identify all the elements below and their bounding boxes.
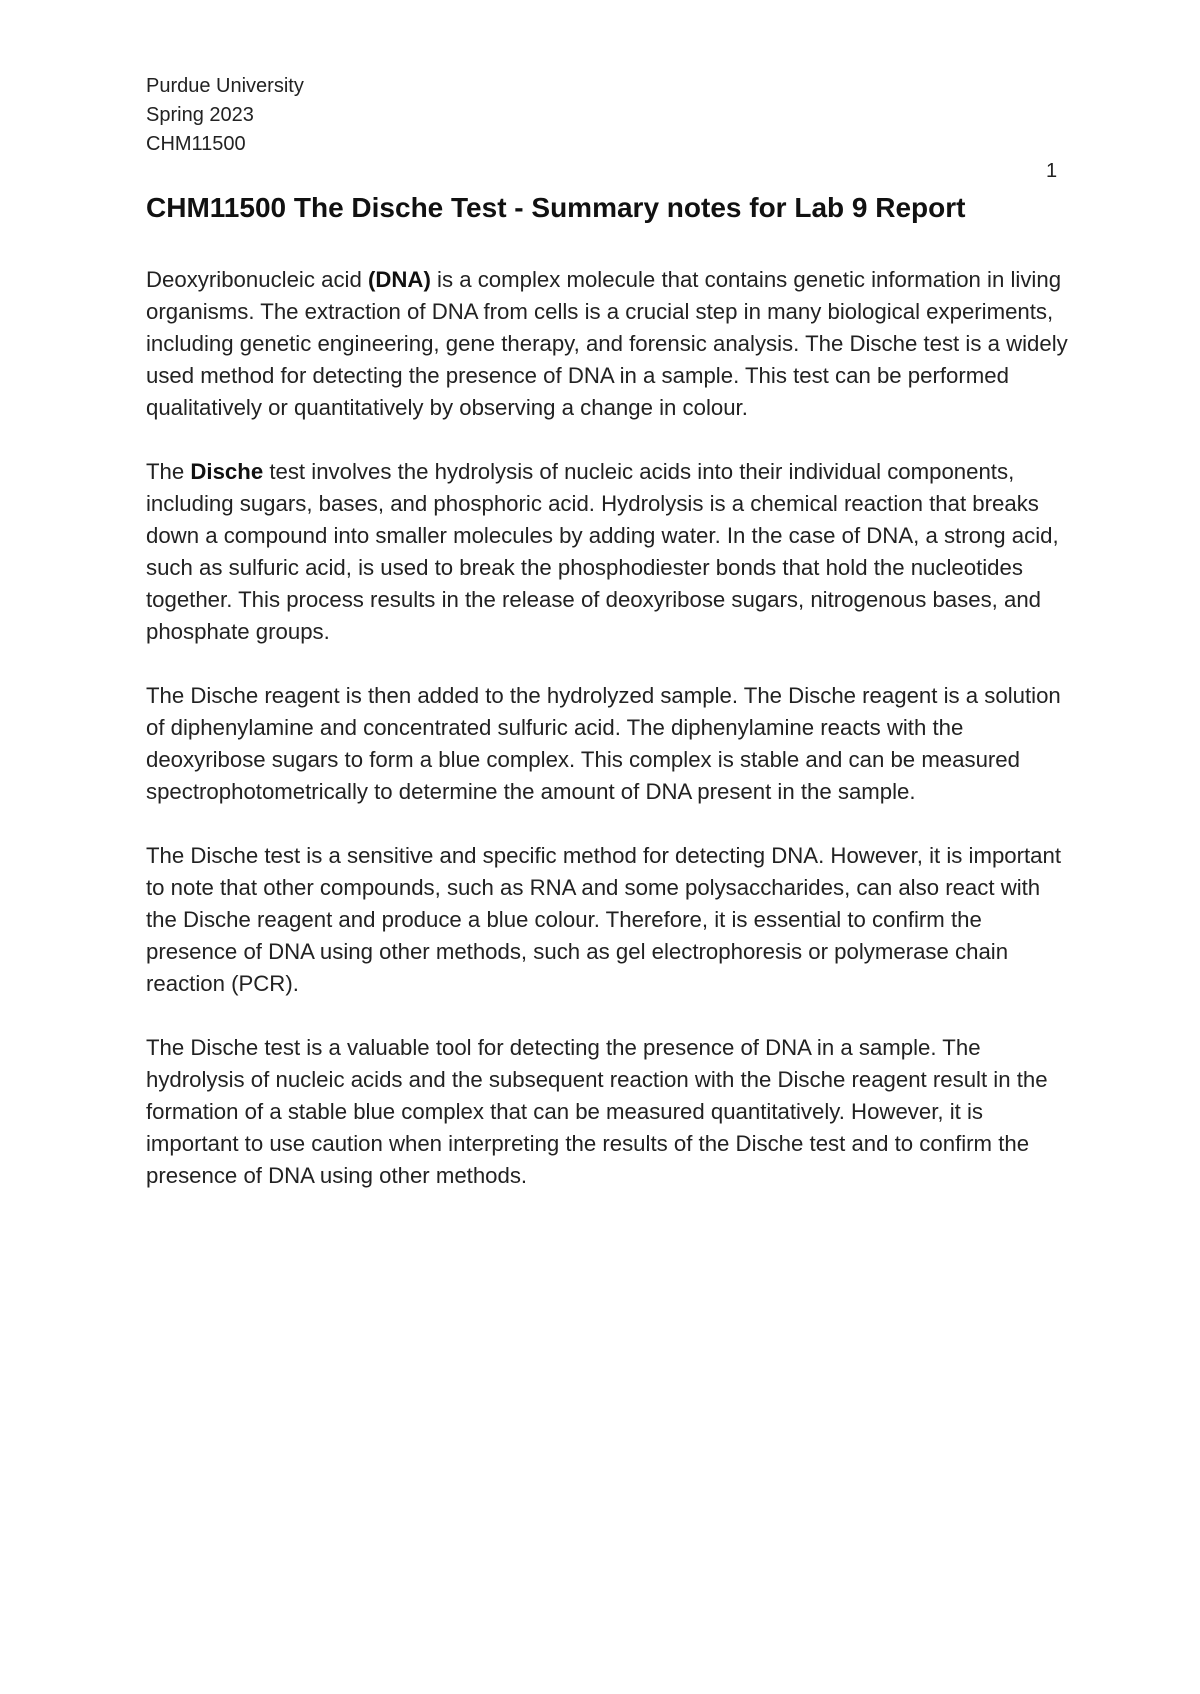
- document-header: [146, 72, 304, 159]
- bold-term-dische: Dische: [190, 459, 264, 484]
- paragraph-text: Deoxyribonucleic acid: [146, 267, 368, 292]
- document-title: CHM11500 The Dische Test - Summary notes for Lab 9 Report: [146, 192, 966, 223]
- paragraph-text: The: [146, 459, 191, 484]
- page-number: 1: [1046, 160, 1058, 182]
- paragraph-specificity: The Dische test is a sensitive and specific method for detecting DNA. However, it is important to note that other compounds, such as RNA and some polysaccharides, can also react with the Dische reagent and produce a blue colour. Therefore, it is essential to confirm the presence of DNA using other methods, such as gel electrophoresis or polymerase chain reaction (PCR).: [146, 843, 1062, 996]
- document-body: [146, 264, 1076, 1224]
- paragraph-text: test involves the hydrolysis of nucleic acids into their individual components, including sugars, bases, and phosphoric acid. Hydrolysis is a chemical reaction that breaks down a compound into smaller molecules by adding water. In the case of DNA, a strong acid, such as sulfuric acid, is used to break the phosphodiester bonds that hold the nucleotides together. This process results in the release of deoxyribose sugars, nitrogenous bases, and phosphate groups.: [146, 459, 1059, 644]
- bold-term-dna: (DNA): [367, 267, 431, 292]
- header-course: CHM11500: [146, 133, 246, 155]
- paragraph-conclusion: The Dische test is a valuable tool for detecting the presence of DNA in a sample. The hydrolysis of nucleic acids and the subsequent reaction with the Dische reagent result in the formation of a stable blue complex that can be measured quantitatively. However, it is important to use caution when interpreting the results of the Dische test and to confirm the presence of DNA using other methods.: [146, 1035, 1048, 1188]
- header-institution: Purdue University: [146, 75, 304, 97]
- paragraph-hydrolysis: [146, 456, 1076, 648]
- paragraph-dna-intro: [146, 264, 1076, 424]
- header-term: Spring 2023: [146, 104, 254, 126]
- paragraph-text: is a complex molecule that contains genetic information in living organisms. The extraction of DNA from cells is a crucial step in many biological experiments, including genetic engineering, gene therapy, and forensic analysis. The Dische test is a widely used method for detecting the presence of DNA in a sample. This test can be performed qualitatively or quantitatively by observing a change in colour.: [146, 267, 1068, 420]
- paragraph-reagent: The Dische reagent is then added to the hydrolyzed sample. The Dische reagent is a solution of diphenylamine and concentrated sulfuric acid. The diphenylamine reacts with the deoxyribose sugars to form a blue complex. This complex is stable and can be measured spectrophotometrically to determine the amount of DNA present in the sample.: [146, 683, 1061, 804]
